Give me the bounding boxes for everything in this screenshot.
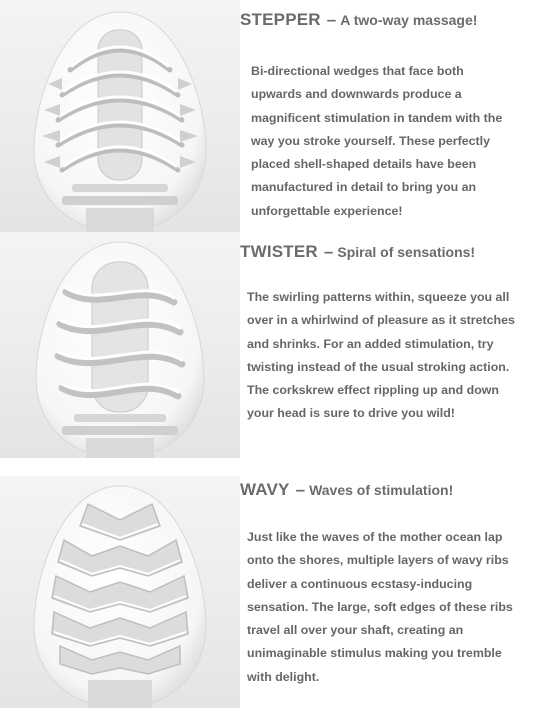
title-dash: –	[326, 10, 337, 29]
product-tagline: Waves of stimulation!	[309, 482, 454, 498]
product-stepper	[0, 0, 554, 232]
title-dash: –	[323, 242, 334, 261]
product-name: WAVY	[240, 480, 290, 499]
product-tagline: A two-way massage!	[340, 12, 478, 28]
stepper-image	[0, 0, 240, 232]
title-dash: –	[295, 480, 306, 499]
wavy-image	[0, 476, 240, 708]
wavy-description: Just like the waves of the mother ocean lap onto the shores, multiple layers of wavy ribs deliver a continuous ecstasy-inducing sensation. The large, soft edges of these ribs travel all over your shaft, creating an unimaginable stimulus making you tremble with delight.	[247, 530, 513, 684]
stepper-description: Bi-directional wedges that face both upwards and downwards produce a magnificent stimulation in tandem with the way you stroke yourself. These perfectly placed shell-shaped details have been manufactured in detail to bring you an unforgettable experience!	[251, 64, 503, 218]
egg-twister-icon	[0, 232, 240, 458]
egg-stepper-icon	[0, 0, 240, 232]
twister-title	[240, 242, 475, 262]
stepper-title	[240, 10, 477, 30]
twister-image	[0, 232, 240, 458]
product-wavy	[0, 464, 554, 704]
product-name: STEPPER	[240, 10, 321, 29]
product-tagline: Spiral of sensations!	[337, 244, 476, 260]
product-twister	[0, 232, 554, 458]
wavy-title	[240, 480, 453, 500]
egg-wavy-icon	[0, 476, 240, 708]
product-name: TWISTER	[240, 242, 318, 261]
twister-description: The swirling patterns within, squeeze you all over in a whirlwind of pleasure as it stretches and shrinks. For an added stimulation, try twisting instead of the usual stroking action. The corkskrew effect rippling up and down your head is sure to drive you wild!	[247, 290, 515, 421]
